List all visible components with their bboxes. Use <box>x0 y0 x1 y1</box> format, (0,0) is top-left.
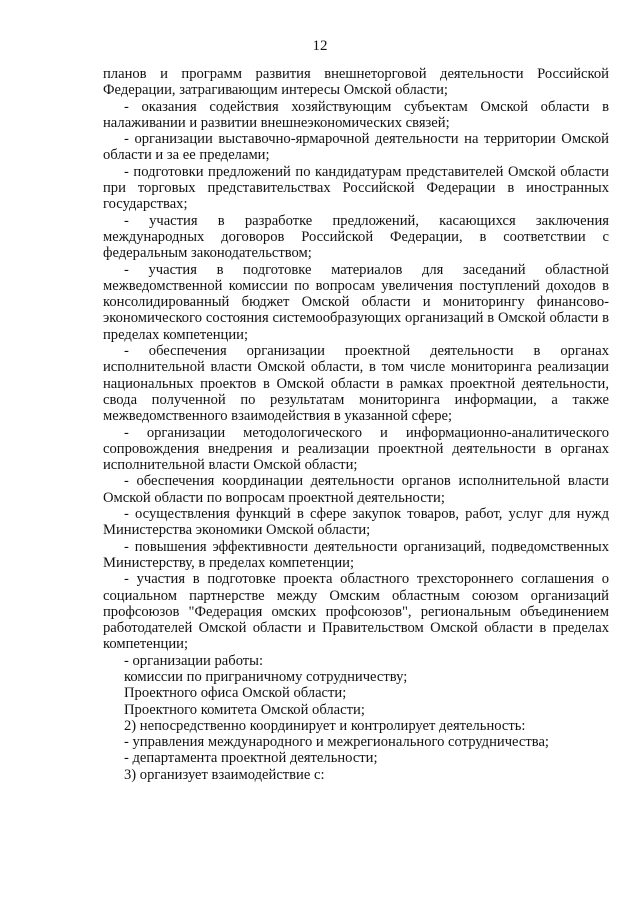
list-item-methodological-support: - организации методологического и информационно-аналитического сопровождения внедрения и реализации проектной деятельности в органах исполнительной власти Омской области; <box>103 424 609 474</box>
list-item-border-commission: комиссии по приграничному сотрудничеству; <box>124 668 408 685</box>
paragraph-continuation: планов и программ развития внешнеторговой деятельности Российской Федерации, затрагивающим интересы Омской области; <box>103 66 609 99</box>
list-item-trade-representatives: - подготовки предложений по кандидатурам представителей Омской области при торговых представительствах Российской Федерации в иностранных государствах; <box>103 163 609 213</box>
numbered-item-coordinates: 2) непосредственно координирует и контролирует деятельность: <box>124 717 526 734</box>
list-item-assistance: - оказания содействия хозяйствующим субъектам Омской области в налаживании и развитии внешнеэкономических связей; <box>103 98 609 131</box>
list-item-international-treaties: - участия в разработке предложений, касающихся заключения международных договоров Российской Федерации, в соответствии с федеральным законодательством; <box>103 212 609 262</box>
list-item-project-department: - департамента проектной деятельности; <box>124 750 378 767</box>
document-body <box>103 66 609 783</box>
list-item-international-department: - управления международного и межрегионального сотрудничества; <box>124 734 549 751</box>
list-item-project-committee: Проектного комитета Омской области; <box>124 701 365 718</box>
list-item-commission-materials: - участия в подготовке материалов для заседаний областной межведомственной комиссии по вопросам увеличения поступлений доходов в консолидированный бюджет Омской области и мониторингу финансово-экономического состояния системообразующих организаций в Омской области в пределах компетенции; <box>103 261 609 343</box>
list-item-organization-of-work: - организации работы: <box>124 652 264 669</box>
list-item-project-organization: - обеспечения организации проектной деятельности в органах исполнительной власти Омской области, в том числе мониторинга реализации национальных проектов в Омской области в рамках проектной деятельности, свода полученной по результатам мониторинга информации, а также межведомственного взаимодействия в указанной сфере; <box>103 343 609 425</box>
list-item-efficiency: - повышения эффективности деятельности организаций, подведомственных Министерству, в пределах компетенции; <box>103 538 609 571</box>
list-item-project-office: Проектного офиса Омской области; <box>124 685 347 702</box>
numbered-item-interaction: 3) организует взаимодействие с: <box>124 766 325 783</box>
page-number: 12 <box>312 38 328 54</box>
list-item-procurement: - осуществления функций в сфере закупок товаров, работ, услуг для нужд Министерства экономики Омской области; <box>103 506 609 539</box>
list-item-exhibitions: - организации выставочно-ярмарочной деятельности на территории Омской области и за ее пределами; <box>103 131 609 164</box>
list-item-coordination: - обеспечения координации деятельности органов исполнительной власти Омской области по вопросам проектной деятельности; <box>103 473 609 506</box>
list-item-social-partnership: - участия в подготовке проекта областного трехстороннего соглашения о социальном партнерстве между Омским областным союзом организаций профсоюзов "Федерация омских профсоюзов", региональным объединением работодателей Омской области и Правительством Омской области в пределах компетенции; <box>103 571 609 653</box>
